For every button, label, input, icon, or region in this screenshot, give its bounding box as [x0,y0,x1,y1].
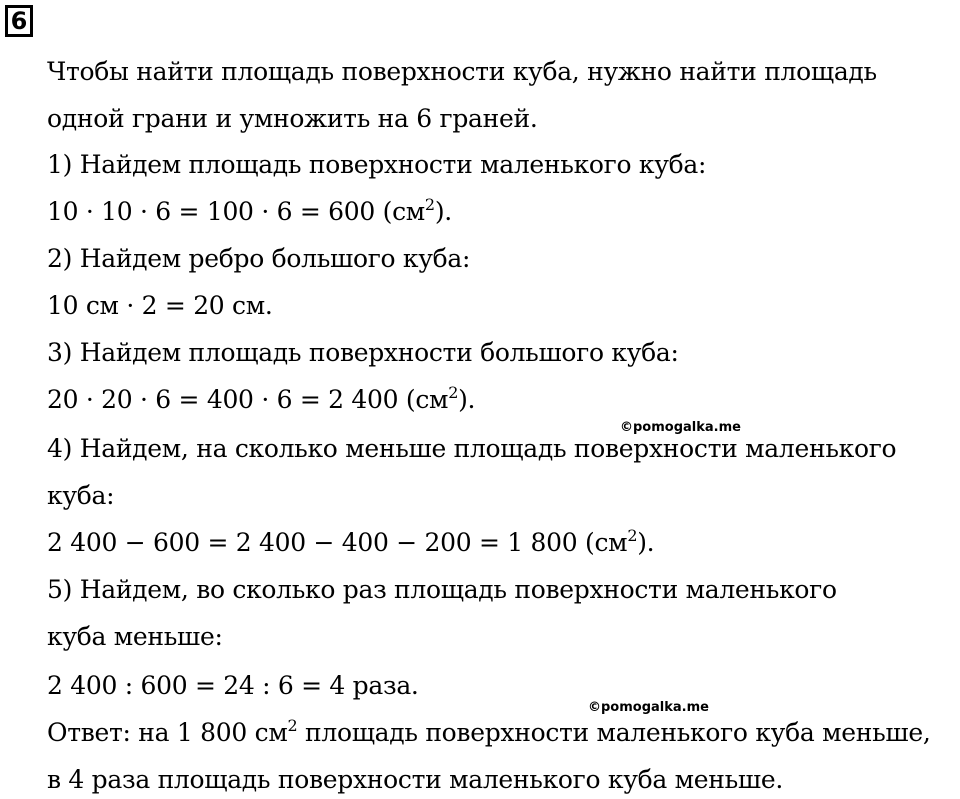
watermark: ©pomogalka.me [620,420,741,435]
text-line-1: Чтобы найти площадь поверхности куба, нужно найти площадь [47,57,877,86]
formula-line-4: 2 400 − 600 = 2 400 − 400 − 200 = 1 800 $(см^2)$. [47,526,655,557]
answer-line-2: в 4 раза площадь поверхности маленького куба меньше. [47,765,784,794]
text-line-3: 1) Найдем площадь поверхности маленького куба: [47,150,707,179]
text-line-13: куба меньше: [47,622,223,651]
text-line-2: одной грани и умножить на 6 граней. [47,104,538,133]
text-line-7: 3) Найдем площадь поверхности большого куба: [47,338,679,367]
formula-line-3: 20 · 20 · 6 = 400 · 6 = 2 400 $(см^2)$. [47,383,476,414]
formula-line-1: 10 · 10 · 6 = 100 · 6 = 600 $(см^2)$. [47,195,452,226]
task-number: 6 [10,7,28,35]
text-line-5: 2) Найдем ребро большого куба: [47,244,471,273]
watermark: ©pomogalka.me [588,700,709,715]
text-line-10: куба: [47,481,115,510]
answer-line-1: Ответ: на 1 800 $см^2$ площадь поверхности маленького куба меньше, [47,716,931,747]
text-line-12: 5) Найдем, во сколько раз площадь поверхности маленького [47,575,837,604]
text-line-9: 4) Найдем, на сколько меньше площадь поверхности маленького [47,434,897,463]
formula-line-5: 2 400 : 600 = 24 : 6 = 4 раза. [47,671,419,700]
formula-line-2: 10 см · 2 = 20 см. [47,291,273,320]
task-number-badge [5,5,33,37]
